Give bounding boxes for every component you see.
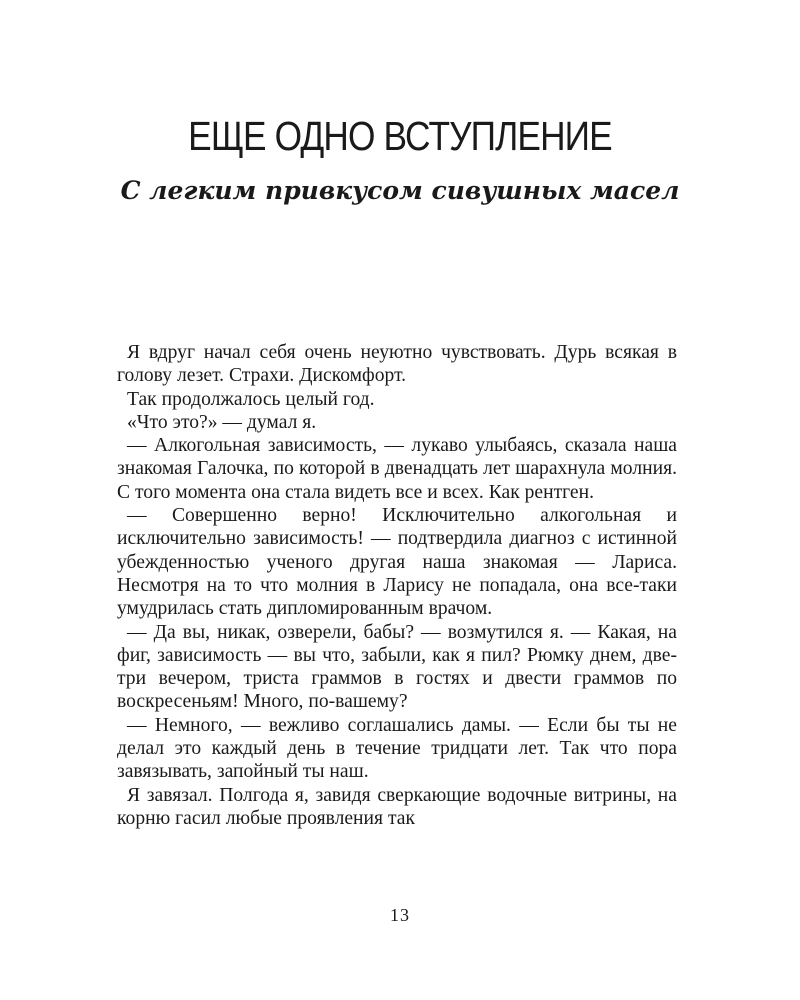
paragraph: — Да вы, никак, озверели, бабы? — возмутился я. — Какая, на фиг, зависимость — вы что, забыли, как я пил? Рюмку днем, две-три вечером, триста граммов в гостях и двести граммов по воскресеньям! Много, по-вашему? (117, 621, 677, 713)
chapter-subtitle: С легким привкусом сивушных масел (120, 176, 680, 205)
paragraph: — Немного, — вежливо соглашались дамы. — Если бы ты не делал это каждый день в течение тридцати лет. Так что пора завязывать, запойный ты наш. (117, 714, 677, 783)
chapter-title: ЕЩЕ ОДНО ВСТУПЛЕНИЕ (188, 113, 612, 159)
paragraph: Я вдруг начал себя очень неуютно чувствовать. Дурь всякая в голову лезет. Страхи. Дискомфорт. (117, 342, 677, 387)
paragraph: — Совершенно верно! Исключительно алкогольная и исключительно зависимость! — подтвердила диагноз с истинной убежденностью ученого другая наша знакомая — Лариса. Несмотря на то что молния в Ларису не попадала, она все-таки умудрилась стать дипломированным врачом. (117, 505, 677, 620)
page-number: 13 (390, 905, 410, 925)
body-text (117, 341, 677, 830)
paragraph: «Что это?» — думал я. (127, 411, 317, 433)
paragraph: Я завязал. Полгода я, завидя сверкающие водочные витрины, на корню гасил любые проявления так (117, 784, 677, 829)
paragraph: Так продолжалось целый год. (127, 388, 375, 410)
paragraph: — Алкогольная зависимость, — лукаво улыбаясь, сказала наша знакомая Галочка, по которой в двенадцать лет шарахнула молния. С того момента она стала видеть все и всех. Как рентген. (117, 435, 677, 503)
